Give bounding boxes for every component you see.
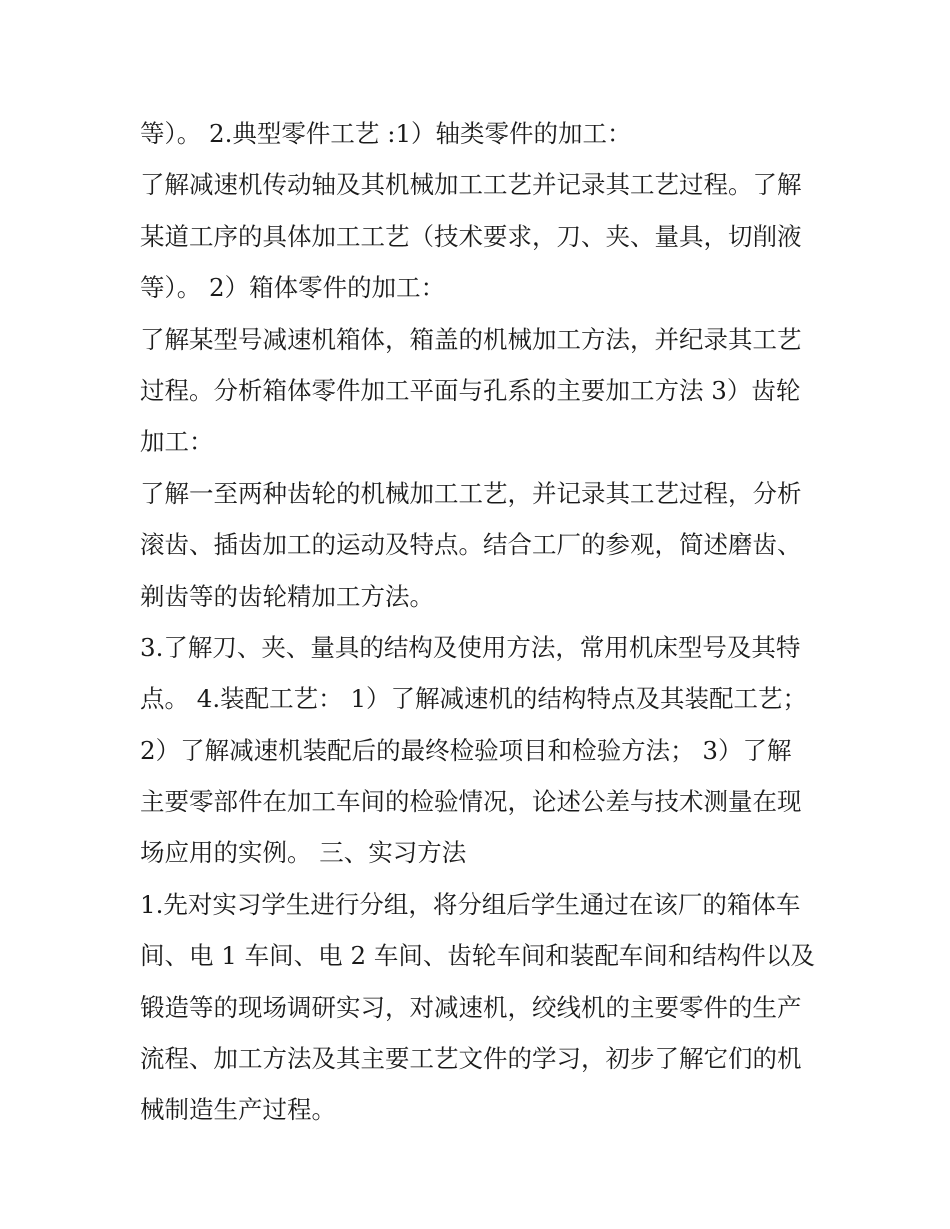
text-line: 间、电 1 车间、电 2 车间、齿轮车间和装配车间和结构件以及 [140, 941, 815, 971]
text-line: 流程、加工方法及其主要工艺文件的学习，初步了解它们的机 [140, 1044, 802, 1074]
text-line: 了解某型号减速机箱体，箱盖的机械加工方法，并纪录其工艺 [140, 324, 802, 354]
text-line: 1.先对实习学生进行分组，将分组后学生通过在该厂的箱体车 [140, 889, 801, 919]
text-line: 了解减速机传动轴及其机械加工工艺并记录其工艺过程。了解 [140, 170, 802, 200]
text-line: 主要零部件在加工车间的检验情况，论述公差与技术测量在现 [140, 787, 802, 817]
text-line: 过程。分析箱体零件加工平面与孔系的主要加工方法 3）齿轮 [140, 375, 801, 405]
text-line: 滚齿、插齿加工的运动及特点。结合工厂的参观，简述磨齿、 [140, 530, 802, 560]
text-line: 2）了解减速机装配后的最终检验项目和检验方法； 3）了解 [140, 735, 792, 765]
text-line: 场应用的实例。 三、实习方法 [140, 838, 467, 868]
text-line: 等）。 2.典型零件工艺 :1）轴类零件的加工： [140, 119, 632, 148]
text-line: 点。 4.装配工艺： 1）了解减速机的结构特点及其装配工艺； [140, 684, 808, 714]
text-line: 剃齿等的齿轮精加工方法。 [140, 581, 434, 611]
text-line: 等）。 2）箱体零件的加工： [140, 273, 446, 303]
text-line: 3.了解刀、夹、量具的结构及使用方法，常用机床型号及其特 [140, 632, 801, 662]
text-line: 加工： [140, 427, 214, 457]
text-line: 械制造生产过程。 [140, 1095, 336, 1125]
document-body [140, 108, 830, 1136]
text-line: 了解一至两种齿轮的机械加工工艺，并记录其工艺过程，分析 [140, 478, 802, 508]
text-line: 锻造等的现场调研实习，对减速机，绞线机的主要零件的生产 [140, 992, 802, 1022]
text-line: 某道工序的具体加工工艺（技术要求，刀、夹、量具，切削液 [140, 221, 802, 251]
